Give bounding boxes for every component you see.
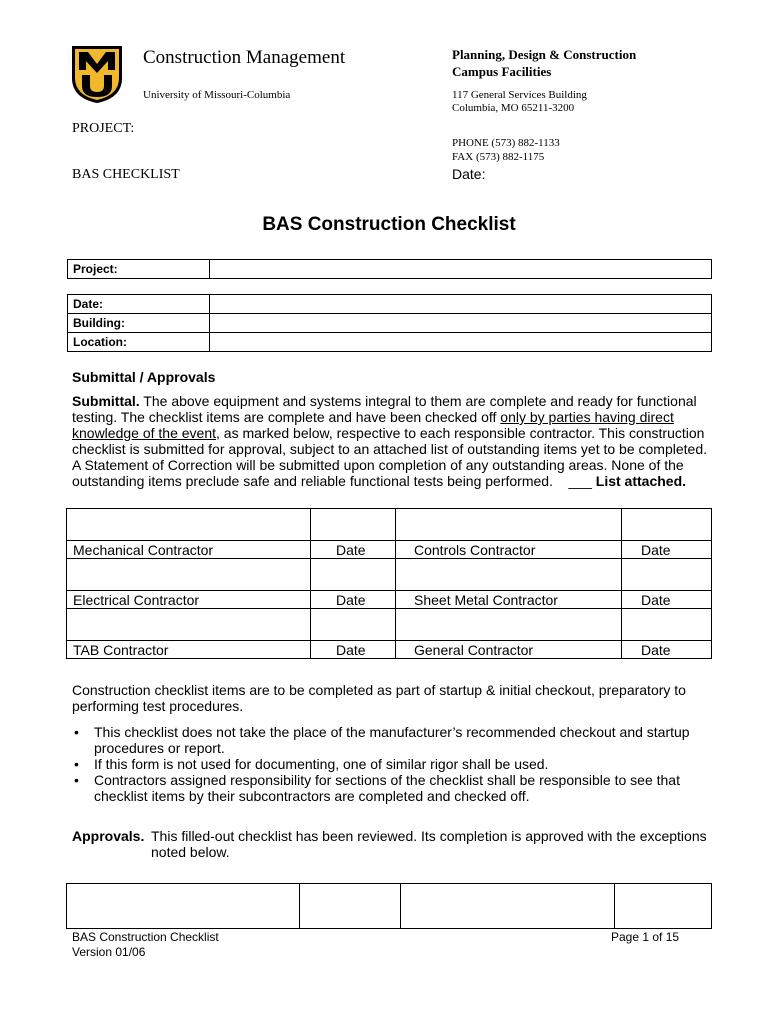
instructions-list — [72, 724, 692, 804]
date-label: Date — [622, 641, 712, 659]
submittal-lead: Submittal. — [72, 393, 140, 409]
location-info-table — [67, 294, 712, 352]
sheet-metal-contractor-label: Sheet Metal Contractor — [396, 591, 622, 609]
footer-doc-name: BAS Construction Checklist — [72, 930, 219, 944]
approval-signature-table — [66, 883, 712, 929]
project-info-table — [67, 259, 712, 279]
university-name: University of Missouri-Columbia — [143, 89, 291, 101]
location-field-value[interactable] — [210, 333, 712, 352]
signature-cell[interactable] — [67, 509, 311, 541]
university-logo — [70, 44, 124, 104]
date-label: Date — [622, 591, 712, 609]
footer-version: Version 01/06 — [72, 945, 146, 959]
signature-cell[interactable] — [67, 559, 311, 591]
fax-number: FAX (573) 882-1175 — [452, 151, 545, 163]
header-checklist-label: BAS CHECKLIST — [72, 167, 180, 182]
signature-date-cell[interactable] — [622, 609, 712, 641]
date-field-value[interactable] — [210, 295, 712, 314]
project-field-value[interactable] — [210, 260, 712, 279]
building-field-value[interactable] — [210, 314, 712, 333]
date-label: Date — [311, 591, 396, 609]
address-line-1: 117 General Services Building — [452, 89, 587, 101]
submittal-paragraph — [72, 393, 712, 489]
electrical-contractor-label: Electrical Contractor — [67, 591, 311, 609]
signature-date-cell[interactable] — [311, 559, 396, 591]
instructions-intro: Construction checklist items are to be completed as part of startup & initial checkout, preparatory to performing test procedures. — [72, 682, 686, 714]
project-field-label: Project: — [68, 260, 210, 279]
office-title: Planning, Design & Construction — [452, 47, 637, 62]
address-line-2: Columbia, MO 65211-3200 — [452, 102, 575, 114]
signature-cell[interactable] — [396, 509, 622, 541]
signature-date-cell[interactable] — [311, 609, 396, 641]
date-label: Date — [311, 641, 396, 659]
approvals-lead: Approvals. — [72, 828, 145, 844]
signature-date-cell[interactable] — [311, 509, 396, 541]
signature-cell[interactable] — [396, 559, 622, 591]
date-label: Date — [311, 541, 396, 559]
approvals-text: This filled-out checklist has been reviewed. Its completion is approved with the exceptions noted below. — [151, 828, 707, 860]
instruction-bullet: • Contractors assigned responsibility for sections of the checklist shall be responsible to see that checklist items by their subcontractors are completed and checked off. — [72, 772, 692, 804]
header-project-label: PROJECT: — [72, 121, 135, 136]
general-contractor-label: General Contractor — [396, 641, 622, 659]
approval-signature-cell[interactable] — [401, 884, 615, 929]
footer-page-number: Page 1 of 15 — [611, 930, 680, 944]
submittal-text-2: , as marked below, respective to each responsible contractor. This construction checklist is submitted for approval, subject to an attached list of outstanding items yet to be completed. A Statement of Correction will be submitted upon completion of any outstanding areas. None of the outstanding items preclude safe and reliable functional tests being performed. — [72, 425, 708, 489]
approval-signature-cell[interactable] — [67, 884, 300, 929]
signature-date-cell[interactable] — [622, 559, 712, 591]
signature-cell[interactable] — [396, 609, 622, 641]
date-label: Date — [622, 541, 712, 559]
building-field-label: Building: — [68, 314, 210, 333]
department-title: Construction Management — [143, 47, 346, 68]
instruction-bullet: • If this form is not used for documenting, one of similar rigor shall be used. — [72, 756, 692, 772]
date-field-label: Date: — [68, 295, 210, 314]
office-subtitle: Campus Facilities — [452, 64, 552, 79]
page-title: BAS Construction Checklist — [262, 214, 516, 235]
mechanical-contractor-label: Mechanical Contractor — [67, 541, 311, 559]
submittal-text-1: The above equipment and systems integral to them are complete and ready for functional testing. The checklist items are complete and have been checked off — [72, 393, 697, 425]
location-field-label: Location: — [68, 333, 210, 352]
tab-contractor-label: TAB Contractor — [67, 641, 311, 659]
controls-contractor-label: Controls Contractor — [396, 541, 622, 559]
instruction-bullet: • This checklist does not take the place of the manufacturer’s recommended checkout and startup procedures or report. — [72, 724, 692, 756]
signature-date-cell[interactable] — [622, 509, 712, 541]
approval-date-cell[interactable] — [300, 884, 401, 929]
submittal-underlined-text: only by parties having direct knowledge of the event — [72, 409, 674, 441]
header-date-label: Date: — [452, 166, 486, 182]
phone-number: PHONE (573) 882-1133 — [452, 137, 560, 149]
approval-date-cell[interactable] — [615, 884, 712, 929]
submittal-heading: Submittal / Approvals — [72, 369, 216, 385]
contractor-signature-table — [66, 508, 712, 659]
list-attached-blank[interactable]: ___ — [568, 473, 592, 489]
signature-cell[interactable] — [67, 609, 311, 641]
list-attached-label: List attached. — [595, 473, 687, 489]
